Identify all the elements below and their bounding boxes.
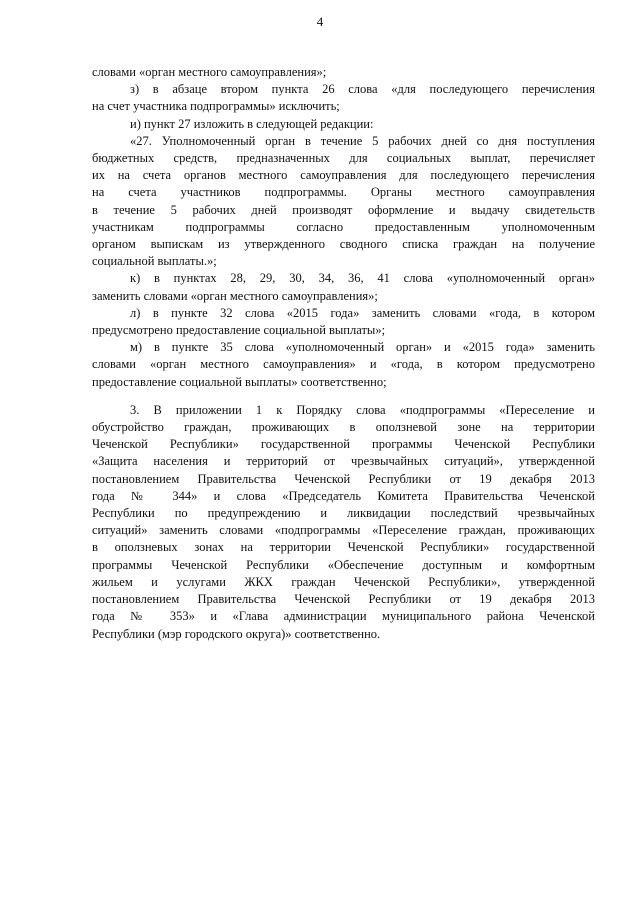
text-line: 3. В приложении 1 к Порядку слова «подпрограммы «Переселение и (130, 402, 595, 417)
text-line: постановлением Правительства Чеченской Республики от 19 декабря 2013 (92, 592, 595, 607)
text-line: ситуаций» заменить словами «подпрограммы «Переселение граждан, проживающих (92, 523, 595, 538)
text-line: на счет участника подпрограммы» исключить; (92, 99, 340, 114)
text-line: Республики по предупреждению и ликвидации последствий чрезвычайных (92, 506, 595, 521)
text-line: «Защита населения и территорий от чрезвычайных ситуаций», утвержденной (92, 454, 595, 469)
text-line: их на счета органов местного самоуправления для последующего перечисления (92, 168, 595, 183)
text-line: словами «орган местного самоуправления» и «года, в котором предусмотрено (92, 357, 595, 372)
text-line: л) в пункте 32 слова «2015 года» заменить словами «года, в котором (130, 305, 595, 320)
text-line: социальной выплаты.»; (92, 254, 217, 269)
text-line: участникам подпрограммы согласно предоставленным уполномоченным (92, 219, 595, 234)
paragraph-gap (92, 391, 595, 402)
text-line: з) в абзаце втором пункта 26 слова «для последующего перечисления (130, 82, 595, 97)
text-line: на счета участников подпрограммы. Органы местного самоуправления (92, 185, 595, 200)
text-line: в течение 5 рабочих дней производят оформление и выдачу свидетельств (92, 202, 595, 217)
text-line: жильем и услугами ЖКХ граждан Чеченской Республики», утвержденной (92, 574, 595, 589)
text-line: Республики (мэр городского округа)» соответственно. (92, 626, 381, 641)
text-line: программы Чеченской Республики «Обеспечение доступным и комфортным (92, 557, 595, 572)
text-line: предусмотрено предоставление социальной выплаты»; (92, 323, 386, 338)
text-line: Чеченской Республики» государственной программы Чеченской Республики (92, 437, 595, 452)
page-number: 4 (316, 14, 324, 29)
text-line: м) в пункте 35 слова «уполномоченный орган» и «2015 года» заменить (130, 340, 595, 355)
text-line: постановлением Правительства Чеченской Республики от 19 декабря 2013 (92, 471, 595, 486)
text-line: обустройство граждан, проживающих в оползневой зоне на территории (92, 420, 595, 435)
text-line: года № 344» и слова «Председатель Комитета Правительства Чеченской (92, 488, 595, 503)
text-line: предоставление социальной выплаты» соответственно; (92, 374, 387, 389)
text-line: «27. Уполномоченный орган в течение 5 рабочих дней со дня поступления (130, 133, 595, 148)
text-line: года № 353» и «Глава администрации муниципального района Чеченской (92, 609, 595, 624)
text-line: заменить словами «орган местного самоуправления»; (92, 288, 378, 303)
text-line: и) пункт 27 изложить в следующей редакции: (130, 116, 374, 131)
text-line: органом выпискам из утвержденного сводного списка граждан на получение (92, 237, 595, 252)
text-line: к) в пунктах 28, 29, 30, 34, 36, 41 слова «уполномоченный орган» (130, 271, 595, 286)
text-line: словами «орган местного самоуправления»; (92, 65, 327, 79)
document-body (92, 64, 595, 643)
text-line: в оползневых зонах на территории Чеченской Республики» государственной (92, 540, 595, 555)
text-line: бюджетных средств, предназначенных для социальных выплат, перечисляет (92, 151, 595, 166)
